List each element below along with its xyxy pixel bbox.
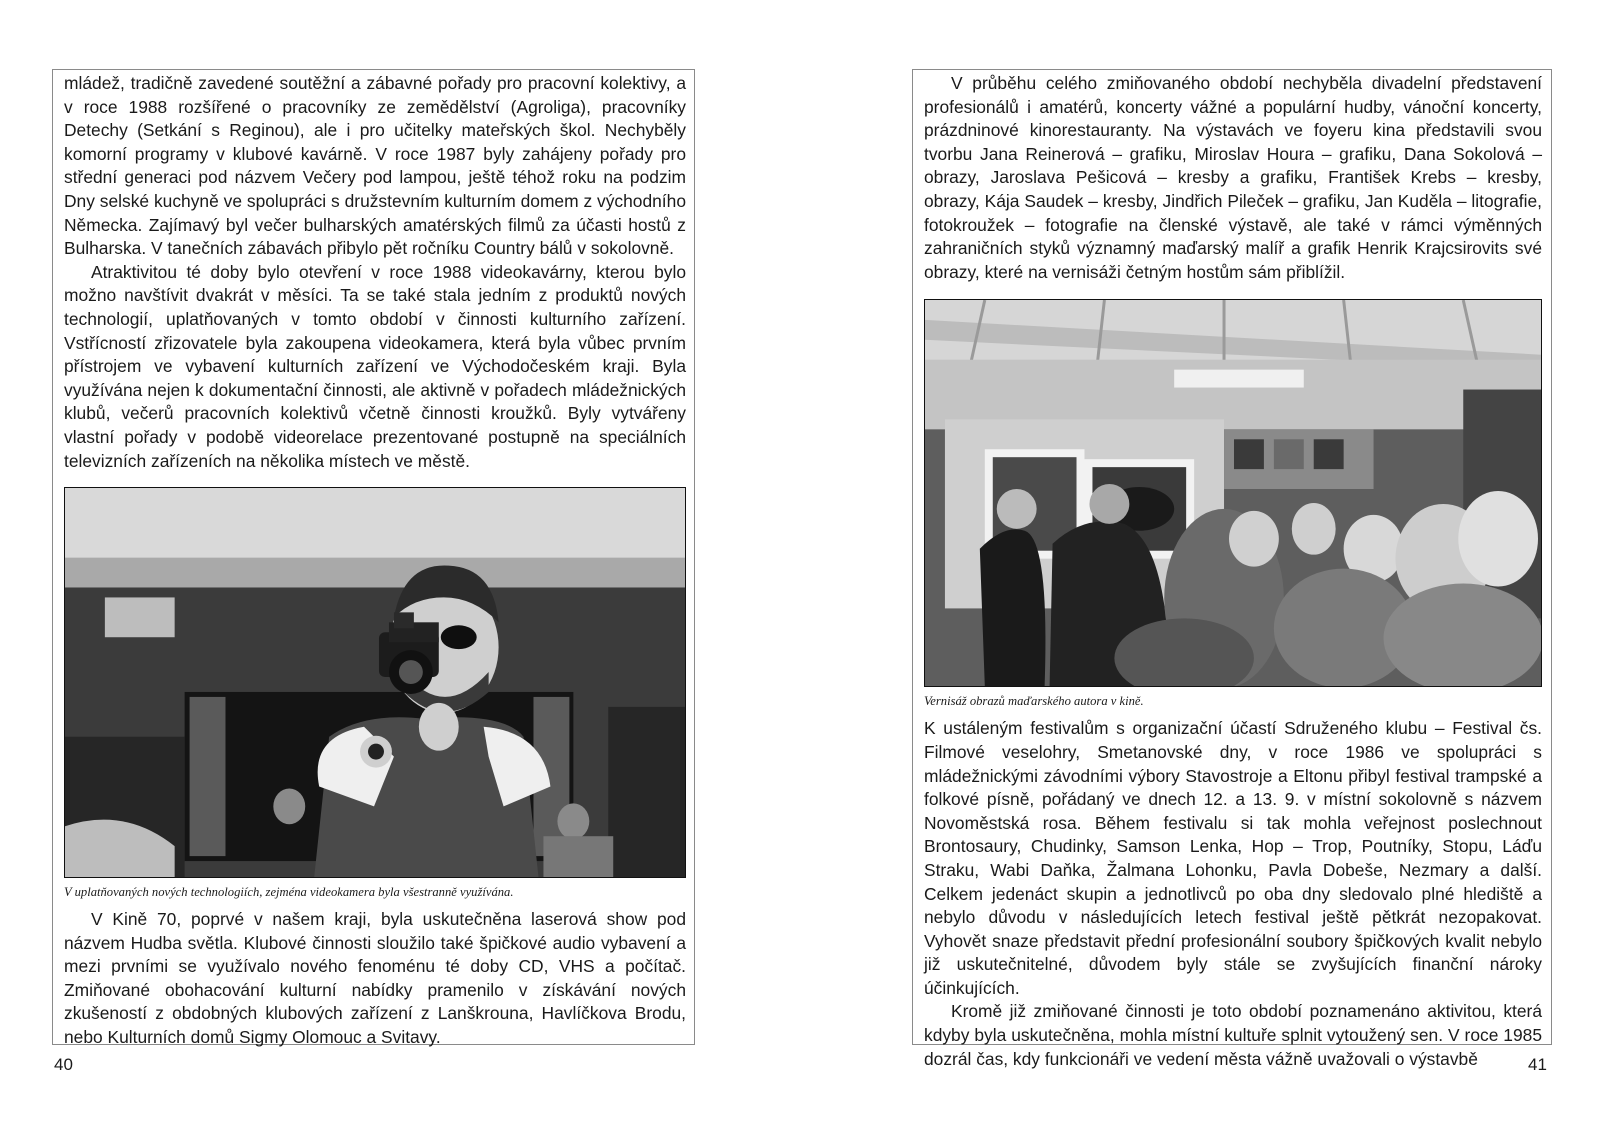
paragraph: Atraktivitou té doby bylo otevření v roce 1988 videokavárny, kterou bylo možno navštívit dvakrát v měsíci. Ta se také stala jedním z produktů nových technologií, uplatňovaných v tomto období v činnosti kulturního zařízení. Vstřícností zřizovatele byla zakoupena videokamera, která byla vůbec prvním přístrojem ve vybavení kulturních zařízení ve Východočeském kraji. Byla využívána nejen k dokumentační činnosti, ale aktivně v pořadech mládežnických klubů, večerů pracovních kolektivů včetně činnosti kroužků. Byly vytvářeny vlastní pořady v podobě videorelace prezentované postupně na speciálních televizních zařízeních na několika místech ve městě. — [64, 261, 686, 471]
photo-caption: Vernisáž obrazů maďarského autora v kině. — [924, 694, 1144, 709]
page-number: 41 — [1528, 1055, 1547, 1074]
photo-caption: V uplatňovaných nových technologiích, zejména videokamera byla všestranně využívána. — [64, 885, 514, 900]
right-page-text-column — [924, 72, 1542, 1071]
vernissage-photo — [924, 299, 1542, 687]
videocamera-photo — [64, 487, 686, 878]
page-number: 40 — [54, 1055, 73, 1074]
paragraph: K ustáleným festivalům s organizační účastí Sdruženého klubu – Festival čs. Filmové veselohry, Smetanovské dny, v roce 1986 ve spolupráci s mládežnickými závodními výbory Stavostroje a Eltonu přibyl festival trampské a folkové písně, pořádaný ve dnech 12. a 13. 9. v místní sokolovně s názvem Novoměstská rosa. Během festivalu si tak mohla veřejnost poslechnout Brontosaury, Chudinky, Samson Lenka, Hop – Trop, Poutníky, Stopu, Láďu Straku, Wabi Daňka, Žalmana Lohonku, Pavla Dobeše, Nezmary a další. Celkem jedenáct skupin a jednotlivců po oba dny sledovalo plné hlediště a nebylo důvodu v následujících letech festival ještě pětkrát nezopakovat. Vyhovět snaze představit přední profesionální soubory špičkových kvalit nebylo již uskutečnitelné, důvodem byly stále se zvyšujících finanční nároky účinkujících. — [924, 718, 1542, 998]
paragraph: V Kině 70, poprvé v našem kraji, byla uskutečněna laserová show pod názvem Hudba světla. Klubové činnosti sloužilo také špičkové audio vybavení a mezi prvními se využívalo nového fenoménu té doby CD, VHS a počítač. Zmiňované obohacování kulturní nabídky pramenilo v získávání nových zkušeností z obdobných klubových zařízení z Lanškrouna, Havlíčkova Brodu, nebo Kulturních domů Sigmy Olomouc a Svitavy. — [64, 909, 686, 1048]
left-page-text-column — [64, 72, 686, 1050]
paragraph: mládež, tradičně zavedené soutěžní a zábavné pořady pro pracovní kolektivy, a v roce 1988 rozšířené o pracovníky ze zemědělství (Agroliga), pracovníky Detechy (Setkání s Reginou), ale i pro učitelky mateřských škol. Nechyběly komorní programy v klubové kavárně. V roce 1987 byly zahájeny pořady pro střední generaci pod názvem Večery pod lampou, ještě téhož roku na podzim Dny selské kuchyně ve spolupráci s družstevním kulturním domem z východního Německa. Zajímavý byl večer bulharských amatérských filmů za účasti hostů z Bulharska. V tanečních zábavách přibylo pět ročníku Country bálů v sokolovně. — [64, 73, 686, 259]
paragraph: V průběhu celého zmiňovaného období nechyběla divadelní představení profesionálů i amatérů, koncerty vážné a populární hudby, vánoční koncerty, prázdninové kinorestauranty. Na výstavách ve foyeru kina představili svou tvorbu Jana Reinerová – grafiku, Miroslav Houra – grafiku, Dana Sokolová – obrazy, Jaroslava Pešicová – kresby a grafiku, František Krebs – kresby, obrazy, Kája Saudek – kresby, Jindřich Pileček – grafiku, Jan Kuděla – litografie, fotokroužek – fotografie na členské výstavě, ale také v rámci výměnných zahraničních styků významný maďarský malíř a grafik Henrik Krajcsirovits své obrazy, které na vernisáži četným hostům sám přiblížil. — [924, 73, 1542, 282]
paragraph: Kromě již zmiňované činnosti je toto období poznamenáno aktivitou, která kdyby byla uskutečněna, mohla místní kultuře splnit vytoužený sen. V roce 1985 dozrál čas, kdy funkcionáři ve vedení města vážně uvažovali o výstavbě — [924, 1001, 1542, 1069]
